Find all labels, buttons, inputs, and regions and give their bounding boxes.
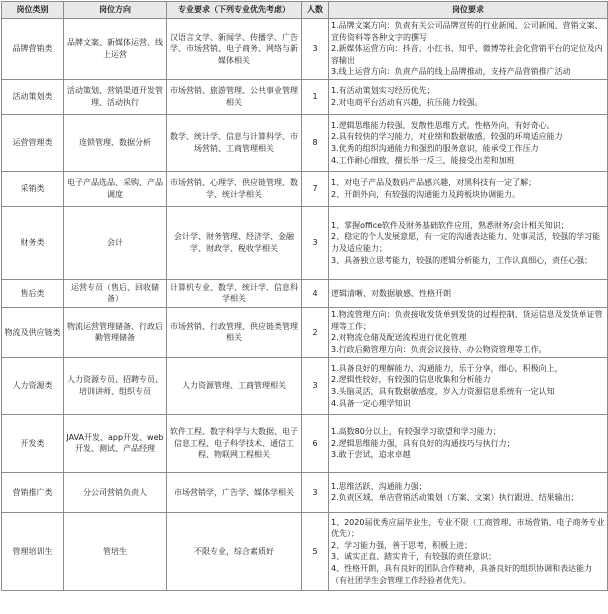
requirement-line: 4、性格开朗，具有良好的团队合作精神，具备良好的组织协调和表达能力（有社团学生会管理工作经验者优先）。 <box>331 564 593 585</box>
count-cell: 6 <box>302 414 329 472</box>
category-cell: 品牌营销类 <box>2 19 64 80</box>
requirement-line: 1.逻辑思维能力较强，发散性思维方式。性格外向，有好奇心。 <box>331 120 555 130</box>
requirement-line: 2.负责区域、单店营销活动策划（方案、文案）执行跟进、结果输出； <box>331 493 579 503</box>
requirement-line: 2.对电商平台活动有兴趣，抗压能力较强。 <box>331 97 483 107</box>
table-row <box>2 414 608 472</box>
count-cell: 8 <box>302 114 329 171</box>
requirement-line: 2、开朗外向，有较强的沟通能力及跨板块协调能力。 <box>331 189 521 199</box>
count-cell: 4 <box>302 279 329 307</box>
direction-cell: 运营专员（售后、回收储备） <box>64 279 167 307</box>
requirements-cell <box>329 414 608 472</box>
category-cell: 物流及供应链类 <box>2 307 64 357</box>
major-cell: 市场营销、心理学、供应链管理、数学、统计学相关 <box>167 171 302 206</box>
header-category: 岗位类别 <box>2 2 64 19</box>
table-row <box>2 512 608 590</box>
major-cell: 不限专业，综合素质好 <box>167 512 302 590</box>
category-cell: 售后类 <box>2 279 64 307</box>
requirement-line: 3.优秀的组织沟通能力和强烈的服务意识，能承受工作压力 <box>331 143 539 153</box>
direction-cell: 会计 <box>64 206 167 279</box>
requirement-line: 逻辑清晰、对数据敏感、性格开朗 <box>331 288 451 298</box>
requirements-cell <box>329 512 608 590</box>
requirement-line: 1.有活动策划实习经历优先； <box>331 86 435 96</box>
count-cell: 2 <box>302 307 329 357</box>
requirement-line: 1、2020届优秀应届毕业生，专业不限（工商管理、市场营销、电子商务专业优先）； <box>331 517 605 539</box>
requirement-line: 3、具备独立思考能力，较强的逻辑分析能力，工作认真细心，责任心强； <box>331 255 593 265</box>
direction-cell: 电子产品选品、采购、产品调度 <box>64 171 167 206</box>
direction-cell: 人力资源专员、招聘专员、培训讲师、组织专员 <box>64 357 167 414</box>
direction-cell: 物流运营管理储备、行政后勤管理储备 <box>64 307 167 357</box>
table-row <box>2 79 608 114</box>
count-cell: 5 <box>302 512 329 590</box>
category-cell: 活动策划类 <box>2 79 64 114</box>
requirement-line: 2.新媒体运营方向：抖音、小红书、知乎、微博等社会化营销平台的定位及内容输出 <box>331 44 603 65</box>
table-row <box>2 357 608 414</box>
requirements-cell <box>329 279 608 307</box>
requirements-cell <box>329 206 608 279</box>
header-direction: 岗位方向 <box>64 2 167 19</box>
category-cell: 采销类 <box>2 171 64 206</box>
requirement-line: 1.高数80分以上，有较强学习欲望和学习能力； <box>331 427 501 437</box>
major-cell: 软件工程、数字科学与大数据、电子信息工程、电子科学技术、通信工程、物联网工程相关 <box>167 414 302 472</box>
major-cell: 市场营销学，广告学、媒体学相关 <box>167 472 302 512</box>
requirement-line: 1.物流管理方向：负责接收发货单到发货的过程控制、货运信息及发货单证管理等工作； <box>331 310 603 331</box>
category-cell: 财务类 <box>2 206 64 279</box>
requirement-line: 4.工作耐心细致，擅长举一反三，能接受出差和加班 <box>331 155 515 165</box>
count-cell: 3 <box>302 472 329 512</box>
count-cell: 1 <box>302 79 329 114</box>
requirements-cell <box>329 79 608 114</box>
requirement-line: 3.敢于尝试，追求卓越 <box>331 450 411 460</box>
table-row <box>2 472 608 512</box>
table-row <box>2 279 608 307</box>
category-cell: 人力资源类 <box>2 357 64 414</box>
requirement-line: 4.具备一定心理学知识 <box>331 398 411 408</box>
requirement-line: 1.思维活跃、沟通能力强； <box>331 481 427 491</box>
major-cell: 数学、统计学、信息与计算科学、市场营销、工商管理相关 <box>167 114 302 171</box>
requirement-line: 1、对电子产品及数码产品感兴趣，对黑科技有一定了解； <box>331 178 537 188</box>
category-cell: 管理培训生 <box>2 512 64 590</box>
table-header-row <box>2 2 608 19</box>
major-cell: 汉语言文学、新闻学、传播学、广告学、市场营销、电子商务、网络与新媒体相关 <box>167 19 302 80</box>
count-cell: 3 <box>302 206 329 279</box>
table-row <box>2 171 608 206</box>
direction-cell: 连锁管理、数据分析 <box>64 114 167 171</box>
major-cell: 人力资源管理、工商管理相关 <box>167 357 302 414</box>
requirement-line: 3.头脑灵活，具有数据敏感度，岁入力资源信息系统有一定认知 <box>331 386 555 396</box>
requirements-cell <box>329 19 608 80</box>
count-cell: 3 <box>302 357 329 414</box>
major-cell: 计算机专业、数学、统计学、信息科学相关 <box>167 279 302 307</box>
requirement-line: 3.行政后勤管理方向：负责会议接待、办公物资管理等工作。 <box>331 345 547 355</box>
major-cell: 市场营销、旅游管理、公共事业管理相关 <box>167 79 302 114</box>
table-row <box>2 114 608 171</box>
category-cell: 开发类 <box>2 414 64 472</box>
requirement-line: 2.逻辑性较好，有较强的信息收集和分析能力 <box>331 375 491 385</box>
table-row <box>2 19 608 80</box>
category-cell: 营销推广类 <box>2 472 64 512</box>
direction-cell: 分公司营销负责人 <box>64 472 167 512</box>
requirement-line: 2.具有较快的学习能力，对业绩和数据敏感，较强的环境适应能力 <box>331 132 563 142</box>
direction-cell: 活动策划、营销渠道开发管理、活动执行 <box>64 79 167 114</box>
requirement-line: 2、学习能力强，善于思考，积极上进； <box>331 540 473 550</box>
table-row <box>2 206 608 279</box>
requirement-line: 3、诚实正直、踏实肯干，有较强的责任意识； <box>331 552 497 562</box>
direction-cell: JAVA开发、app开发、web开发、测试、产品经理 <box>64 414 167 472</box>
requirements-cell <box>329 114 608 171</box>
requirement-line: 2、稳定的个人发展意愿，有一定的沟通表达能力、处事灵活，较强的学习能力及适应能力； <box>331 232 601 253</box>
count-cell: 7 <box>302 171 329 206</box>
count-cell: 3 <box>302 19 329 80</box>
major-cell: 会计学、财务管理、经济学、金融学、财政学、税收学相关 <box>167 206 302 279</box>
requirements-cell <box>329 472 608 512</box>
direction-cell: 管培生 <box>64 512 167 590</box>
requirement-line: 1、掌握office软件及财务基础软件应用，熟悉财务/会计相关知识； <box>331 220 569 230</box>
header-count: 人数 <box>302 2 329 19</box>
category-cell: 运营管理类 <box>2 114 64 171</box>
table-row <box>2 307 608 357</box>
major-cell: 市场营销、行政管理、供应链类管理相关 <box>167 307 302 357</box>
requirements-cell <box>329 307 608 357</box>
header-requirements: 岗位要求 <box>329 2 608 19</box>
requirement-line: 1.具备良好的理解能力、沟通能力，乐于分享，细心，积极向上， <box>331 363 563 373</box>
requirement-line: 2.逻辑思维能力强，具有良好的沟通技巧与执行力； <box>331 438 515 448</box>
direction-cell: 品牌文案、新媒体运营、线上运营 <box>64 19 167 80</box>
requirements-cell <box>329 171 608 206</box>
requirements-cell <box>329 357 608 414</box>
requirement-line: 1.品牌文案方向：负责有关公司品牌宣传的行业新闻、公司新闻、营销文案、宣传资料等各种文字的撰写 <box>331 21 603 42</box>
requirement-line: 2.对物流仓储及配送流程进行优化管理 <box>331 333 467 343</box>
requirement-line: 3.线上运营方向：负责产品的线上品牌推动，支持产品营销推广活动 <box>331 67 571 77</box>
header-major: 专业要求（下列专业优先考虑） <box>167 2 302 19</box>
job-requirements-table <box>1 1 608 591</box>
